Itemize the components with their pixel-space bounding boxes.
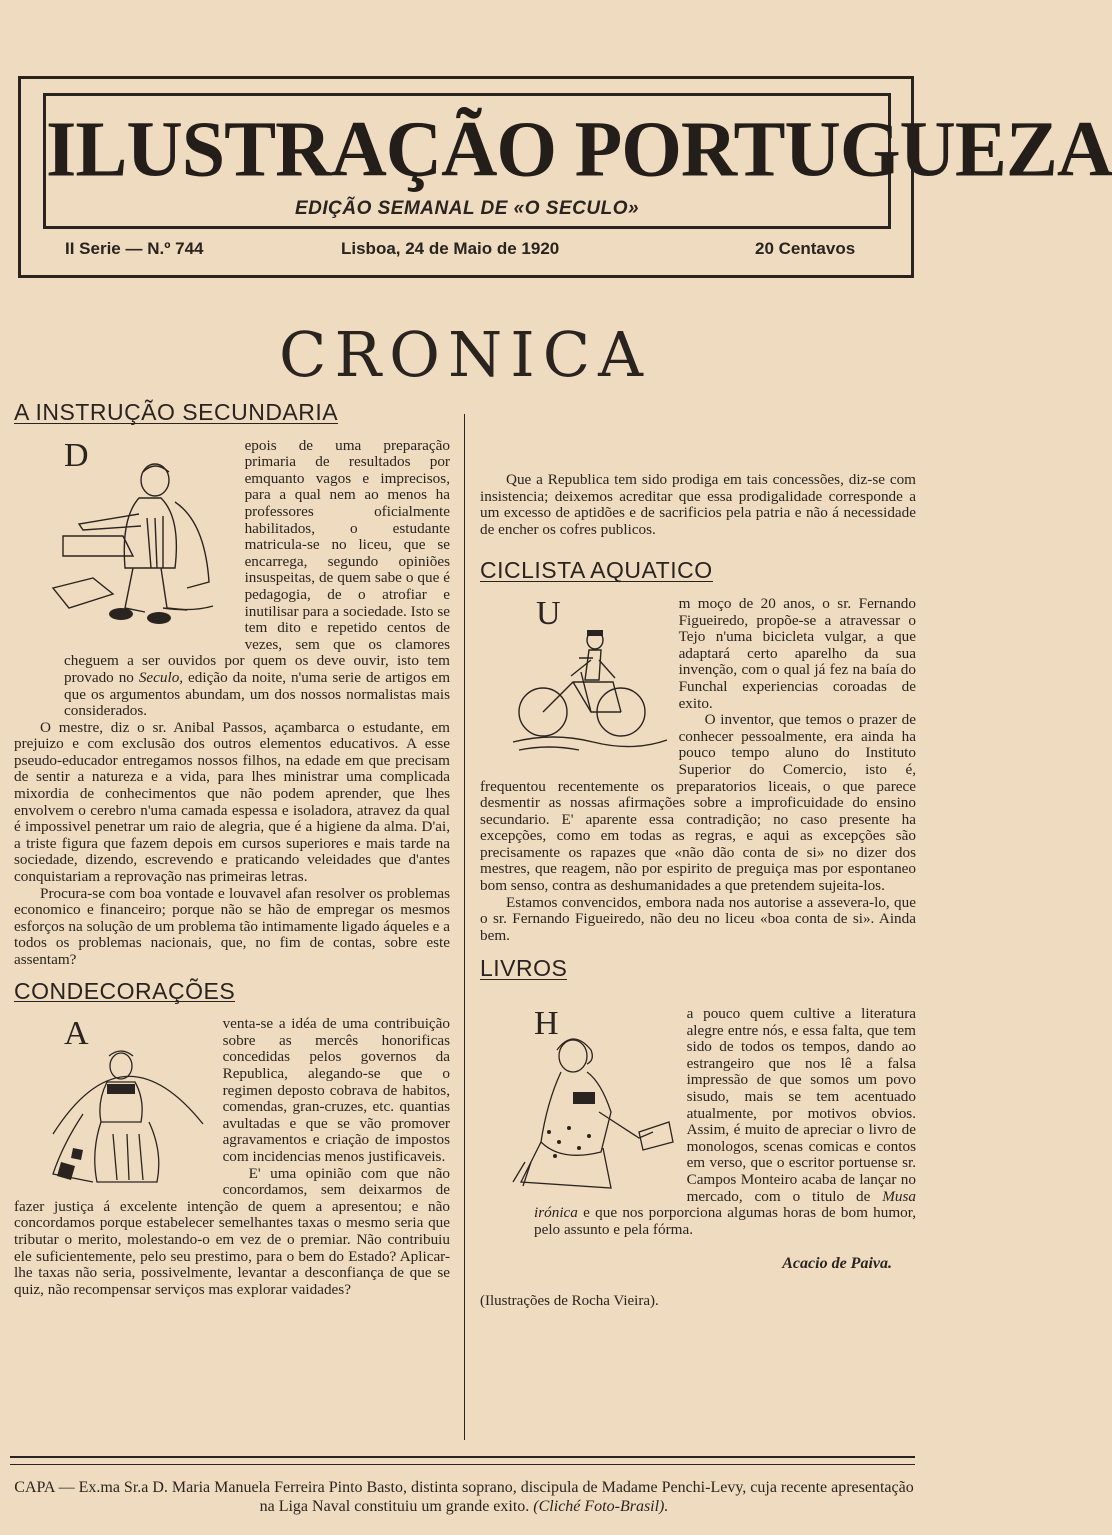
cyclist-illustration [509, 630, 669, 758]
dropcap: A [64, 1015, 89, 1053]
masthead-title: ILUSTRAÇÃO PORTUGUEZA [46, 104, 1112, 193]
ciclista-paragraph-3: Estamos convencidos, embora nada nos autorise a assevera-lo, que o sr. Fernando Figueiredo, não deu no liceu «boa conta de si». Ainda bem. [480, 893, 916, 944]
masthead-subtitle: EDIÇÃO SEMANAL DE «O SECULO» [294, 198, 640, 219]
right-column [480, 410, 916, 1310]
section-title-condecoracoes: CONDECORAÇÕES [14, 977, 236, 1004]
cover-caption-text: CAPA — Ex.ma Sr.a D. Maria Manuela Ferreira Pinto Basto, distinta soprano, discipula de Madame Penchi-Levy, cuja recente apresentação na Liga Naval constituiu um grande exito. [14, 1479, 914, 1515]
section-title-instrucao: A INSTRUÇÃO SECUNDARIA [14, 399, 339, 425]
cover-caption [14, 1478, 914, 1516]
issue-date: Lisboa, 24 de Maio de 1920 [341, 239, 560, 258]
issue-price: 20 Centavos [755, 239, 856, 258]
dropcap: H [534, 1005, 559, 1043]
student-illustration [43, 458, 235, 638]
dropcap: D [64, 436, 89, 474]
masthead-title-box [43, 93, 1112, 229]
masthead [18, 76, 1112, 278]
condecoracoes-paragraph-1: A venta-se a idéa de uma contribuição sobre as mercês honorificas concedidas pelos governos da Republica, alegando-se que o regimen deposto cobrava de habitos, comendas, gran-cruzes, etc. quantias avultadas e que se vão promover agravamentos e criação de impostos com incidencias menos justificaveis. [14, 1016, 450, 1165]
woman-reading-illustration [509, 1032, 677, 1192]
cover-caption-credit: (Cliché Foto-Brasil). [533, 1498, 669, 1515]
ciclista-paragraph-2: O inventor, que temos o prazer de conhecer pessoalmente, era ainda ha pouco tempo aluno do Instituto Superior do Comercio, isto é, frequentou recentemente os preparatorios liceais, o que parece desmentir as nossas afirmações sobre a improficuidade do ensino secundario. E' aparente essa contradição; no caso presente ha excepções, como em todas as regras, e aqui as excepções são precisamente os rapazes que «não dão conta de si» no dizer dos mestres, que reagem, não por espirito de preguiça mas por espontaneo bom senso, contra as deshumanidades a que pretendem sujeita-los. [480, 711, 916, 895]
page-title: CRONICA [279, 318, 651, 391]
instrucao-paragraph-2: O mestre, diz o sr. Anibal Passos, açambarca o estudante, em prejuizo e com exclusão dos outros elementos educativos. A esse pseudo-educador entregamos nossos filhos, na edade em que precisam de sentir a natureza e a vida, para lhes ministrar uma complicada mixordia de conhecimentos que não podem aprender, que lhes envolvem o cerebro n'uma camada espessa e isoladora, atravez da qual é impossivel penetrar um raio de alegria, que é a higiene da alma. D'ai, a triste figura que fazem depois em cursos superiores e mais tarde na sociedade, dizendo, escrevendo e praticando veleidades que d'antes conquistariam a reprovação nas primeiras letras. [14, 718, 450, 886]
italic-book-title: Musa irónica [534, 1187, 916, 1222]
section-title-ciclista: CICLISTA AQUATICO [480, 557, 713, 584]
livros-paragraph-1: H a pouco quem cultive a literatura alegre entre nós, e essa falta, que tem sido de todos os tempos, dando ao estrangeiro que nos lê a falsa impressão de que somos um povo sisudo, mais se tem acentuado atualmente, por motivos obvios. Assim, é muito de apreciar o livro de monologos, scenas comicas e contos em verso, que o escritor portuense sr. Campos Monteiro acaba de lançar no mercado, com o titulo de Musa irónica e que nos porporciona algumas horas de bom humor, pelo assunto e pela fórma. [480, 1006, 916, 1238]
condecoracoes-paragraph-3: Que a Republica tem sido prodiga em tais concessões, diz-se com insistencia; deixemos acreditar que essa prodigalidade corresponde a um excesso de aptidões e de sacrificios pela patria e não á necessidade de encher os cofres publicos. [480, 471, 916, 538]
woman-medals-illustration [43, 1044, 213, 1194]
ciclista-paragraph-1: U m moço de 20 anos, o sr. Fernando Figueiredo, propõe-se a atravessar o Tejo n'uma bicicleta vulgar, a que adaptará certo aparelho da sua invenção, com o qual já fez na baía do Funchal experiencias coroadas de exito. [480, 596, 916, 712]
illustration-credits: (Ilustrações de Rocha Vieira). [480, 1292, 659, 1309]
italic-seculo: Seculo, [138, 668, 184, 686]
left-column [14, 399, 451, 1298]
instrucao-paragraph-1: D epois de uma preparação primaria de resultados por emquanto vagos e imprecisos, para a qual nem ao menos ha professores oficialmente habilitados, o estudante matricula-se no liceu, que se encarrega, segundo opiniões insuspeitas, de quem sabe o que é pedagogia, de o atrofiar e inutilisar para a sociedade. Isto se tem dito e repetido centos de vezes, sem que os clamores cheguem a ser ouvidos por quem os deve ouvir, isto tem provado no Seculo, edição da noite, n'uma serie de artigos em que os argumentos abundam, um dos nossos normalistas mais considerados. [14, 438, 450, 720]
bottom-rule [10, 1456, 915, 1465]
section-title-livros: LIVROS [480, 955, 568, 982]
instrucao-paragraph-3: Procura-se com boa vontade e louvavel afan resolver os problemas economico e financeiro; porque não se hão de empregar os mesmos esforços na solução de um problema tão intimamente ligado áqueles e a todos os problemas nacionais, que, no fim de contas, sobre este assentam? [14, 884, 450, 968]
condecoracoes-paragraph-2: E' uma opinião com que não concordamos, sem deixarmos de fazer justiça á excelente intenção de quem a apresentou; e não concordamos porque estabelecer semelhantes taxas o mesmo seria que tributar o merito, molestando-o em vez de o premiar. Não contribuiu ele suficientemente, pelo seu prestimo, para o bem do Estado? Aplicar-lhe taxas não seria, possivelmente, levantar a desconfiança de que se quiz, não recompensar serviços mas explorar vaidades? [14, 1164, 450, 1298]
issue-number: II Serie — N.º 744 [65, 239, 204, 258]
dropcap: U [536, 594, 561, 632]
byline: Acacio de Paiva. [782, 1255, 892, 1273]
column-divider [464, 414, 465, 1440]
